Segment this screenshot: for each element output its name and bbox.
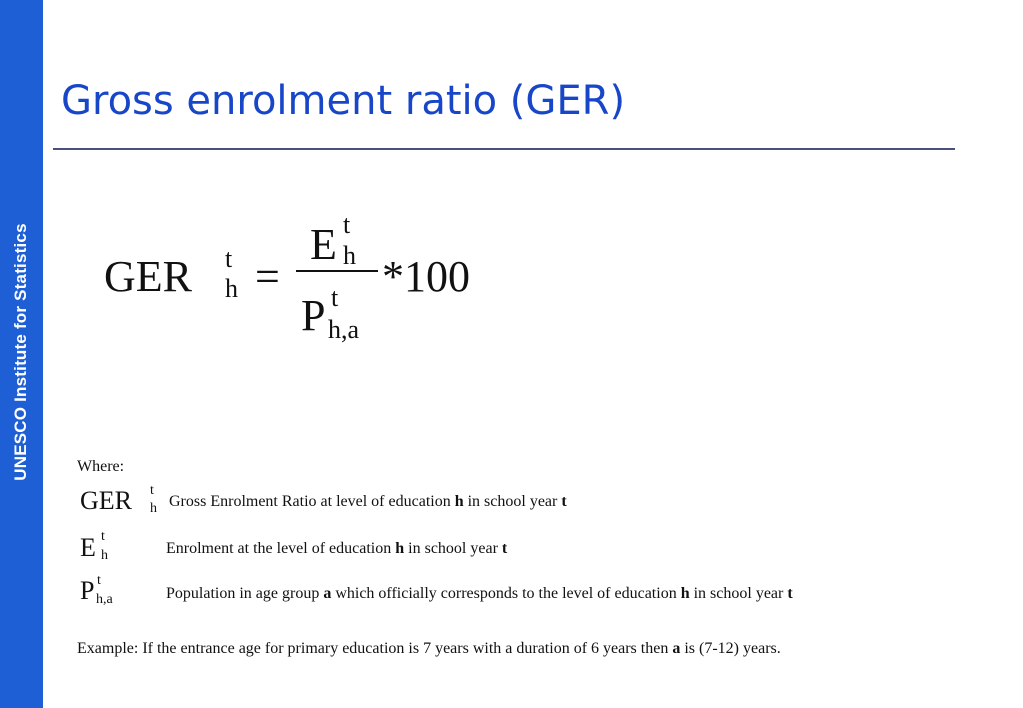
- formula-equals: =: [255, 252, 280, 301]
- formula-numerator: E: [310, 220, 337, 269]
- page-title: Gross enrolment ratio (GER): [61, 78, 626, 124]
- title-divider: [53, 148, 955, 150]
- def-symbol-e-sup: t: [101, 529, 105, 544]
- def-symbol-p-sub: h,a: [96, 592, 113, 607]
- def-symbol-ger-sub: h: [150, 501, 157, 516]
- where-heading: Where:: [77, 458, 125, 475]
- formula-denominator-sup: t: [331, 283, 339, 312]
- example-note: Example: If the entrance age for primary education is 7 years with a duration of 6 years then a is (7-12) years.: [77, 640, 781, 657]
- def-symbol-p: P: [80, 576, 95, 605]
- def-text-p: Population in age group a which officially corresponds to the level of education h in school year t: [166, 585, 793, 602]
- sidebar: [0, 0, 43, 708]
- def-symbol-p-sup: t: [97, 573, 101, 588]
- def-symbol-e-sub: h: [101, 548, 108, 563]
- formula-numerator-sup: t: [343, 210, 351, 239]
- def-symbol-e: E: [80, 533, 96, 562]
- formula-denominator: P: [301, 291, 326, 340]
- formula-denominator-sub: h,a: [328, 315, 360, 344]
- def-symbol-ger-sup: t: [150, 483, 154, 498]
- formula-lhs-sup: t: [225, 244, 233, 273]
- formula-lhs: GER: [104, 252, 192, 301]
- formula-lhs-sub: h: [225, 274, 238, 303]
- def-text-ger: Gross Enrolment Ratio at level of education h in school year t: [169, 493, 567, 510]
- fraction-bar: [296, 270, 378, 272]
- sidebar-label: UNESCO Institute for Statistics: [11, 223, 30, 481]
- formula-multiplier: *100: [382, 252, 470, 301]
- formula-numerator-sub: h: [343, 241, 356, 270]
- def-symbol-ger: GER: [80, 486, 132, 515]
- def-text-e: Enrolment at the level of education h in school year t: [166, 540, 508, 557]
